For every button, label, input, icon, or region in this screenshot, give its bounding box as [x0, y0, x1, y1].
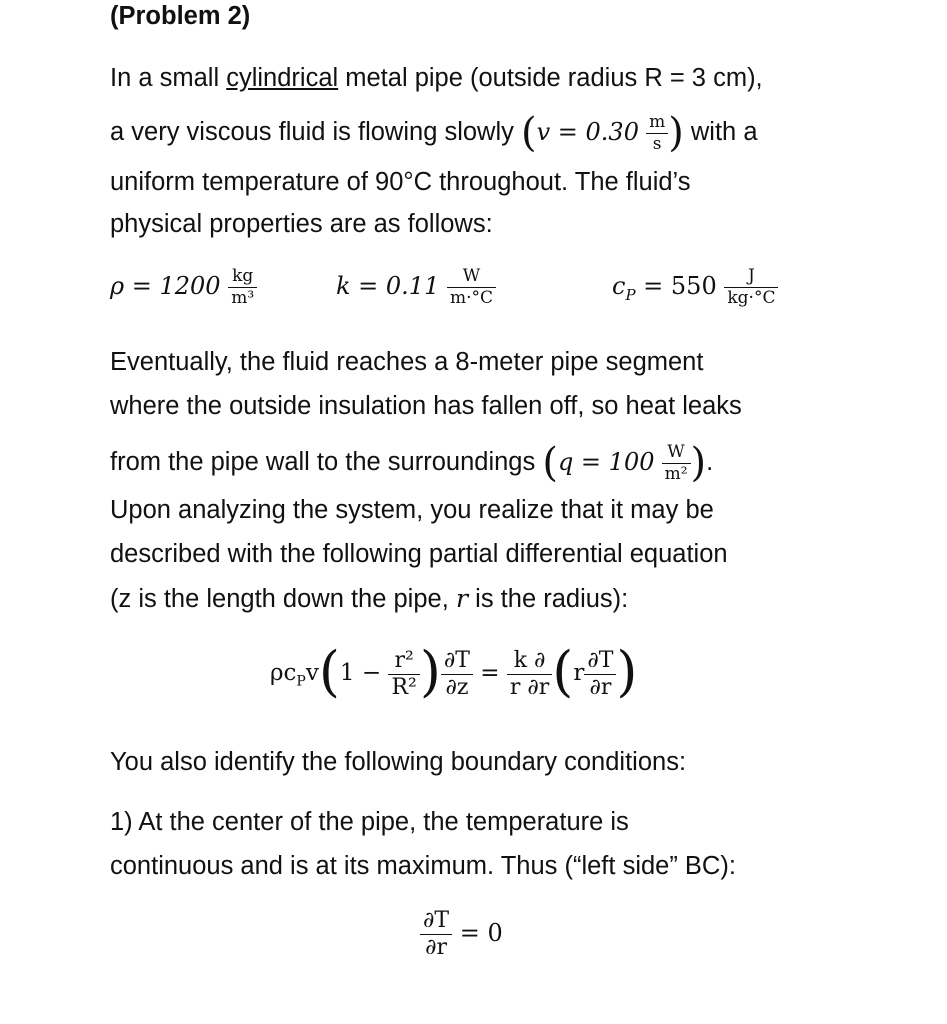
intro-line-4: physical properties are as follows:: [110, 210, 493, 238]
intro-line-3: uniform temperature of 90°C throughout. The fluid’s: [110, 168, 691, 196]
bc-item-1-line-1: 1) At the center of the pipe, the temperature is: [110, 808, 629, 836]
conductivity-expr: k = 0.11 $\frac{W}{m\cdot^\circ C}$: [336, 268, 496, 307]
para2-line-1: Eventually, the fluid reaches a 8-meter pipe segment: [110, 348, 704, 376]
bc-item-1-line-2: continuous and is at its maximum. Thus (“left side” BC):: [110, 852, 736, 880]
bc-intro: You also identify the following boundary conditions:: [110, 748, 687, 776]
intro-line-1: In a small cylindrical metal pipe (outside radius R = 3 cm),: [110, 64, 763, 92]
para2-line-6: (z is the length down the pipe, r is the radius):: [110, 584, 629, 614]
intro-line-2: a very viscous fluid is flowing slowly (v = 0.30 $\frac{m}{s}$ ) with a: [110, 110, 758, 156]
heat-flux-unit: $\frac{W}{\text{m²}}$: [662, 444, 691, 483]
density-expr: ρ = 1200 $\frac{kg}{\text{m³}}$: [110, 268, 257, 307]
bc-equation: $\frac{\partial T}{\partial r}$ = 0: [420, 910, 503, 959]
heat-capacity-expr: $c_P = 550$ $\frac{J}{kg\cdot^\circ C}$: [612, 268, 778, 307]
velocity-unit: $\frac{m}{s}$: [646, 114, 668, 153]
para2-line-3: from the pipe wall to the surroundings (q = 100 $\frac{W}{\text{m²}}$ ).: [110, 440, 714, 486]
underlined-word: cylindrical: [226, 64, 339, 92]
problem-heading: (Problem 2): [110, 2, 251, 30]
para2-line-4: Upon analyzing the system, you realize that it may be: [110, 496, 714, 524]
para2-line-2: where the outside insulation has fallen off, so heat leaks: [110, 392, 742, 420]
pde-equation: $\rho c_Pv(1$ − $\frac{\text{r²}}{\text{R²}}$ ) $\frac{\partial T}{\partial z}$ = $\frac{k \partial}{r \partial r}$ (r $\frac{\partial T}{\partial r}$ ): [270, 640, 638, 703]
para2-line-5: described with the following partial differential equation: [110, 540, 728, 568]
